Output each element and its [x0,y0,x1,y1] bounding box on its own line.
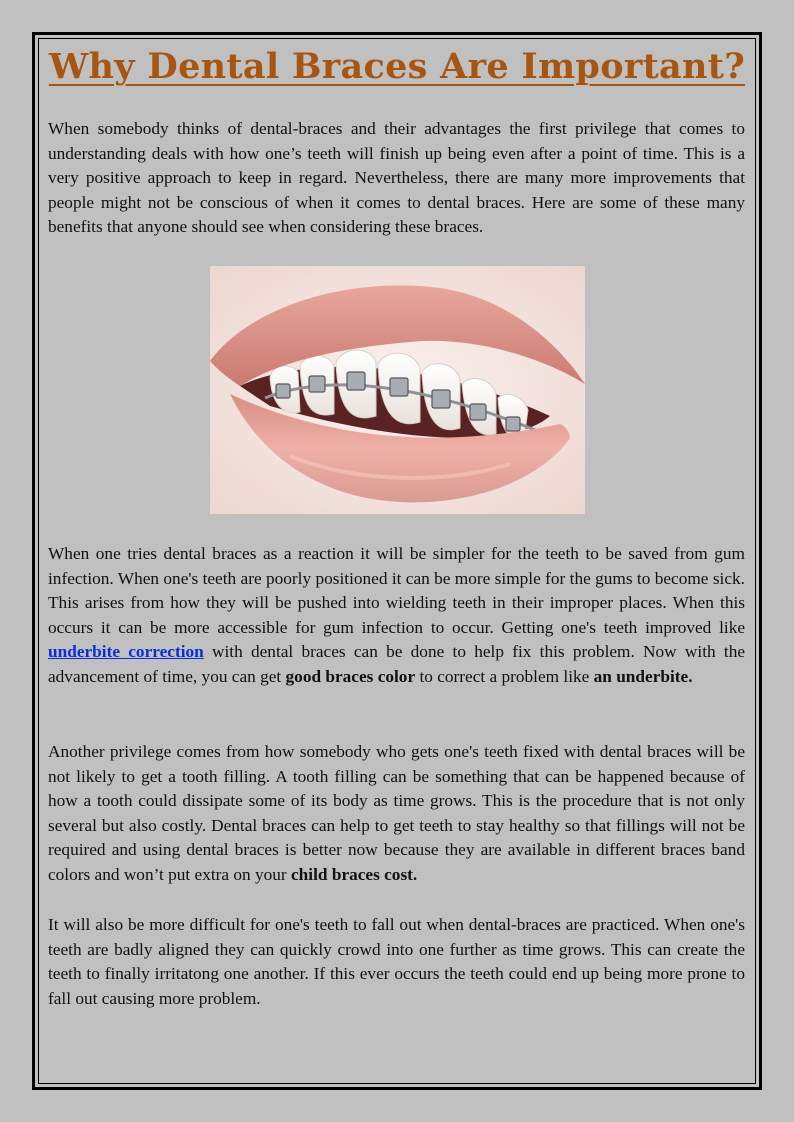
underbite-correction-link[interactable]: underbite correction [48,642,204,662]
paragraph-gum-infection [48,542,745,690]
paragraph-text: with dental braces can be done to help fix this problem. Now with the advancement of time, you can get [48,642,746,686]
paragraph-intro: When somebody thinks of dental-braces and their advantages the first privilege that comes to understanding deals with how one’s teeth will finish up being even after a point of time. This is a very positive approach to keep in regard. Nevertheless, there are many more improvements that people might not be conscious of when it comes to dental braces. Here are some of these many benefits that anyone should see when considering these braces. [48,119,745,237]
bold-phrase: child braces cost. [291,864,418,884]
paragraph-text: to correct a problem like [415,666,594,686]
bold-phrase: good braces color [285,666,416,686]
paragraph-teeth-fall-out: It will also be more difficult for one's teeth to fall out when dental-braces are practiced. When one's teeth are badly aligned they can quickly crowd into one further as time grows. This can create the teeth to finally irritatong one another. If this ever occurs the teeth could end up being more prone to fall out causing more problem. [48,915,745,1008]
paragraph-text: When one tries dental braces as a reaction it will be simpler for the teeth to be saved from gum infection. When one's teeth are poorly positioned it can be more simple for the gums to become sick. This arises from how they will be pushed into wielding teeth in their improper places. When this occurs it can be more accessible for gum infection to occur. Getting one's teeth improved like [48,544,745,637]
page-title: Why Dental Braces Are Important? [48,46,746,87]
braces-mouth-illustration [210,266,585,514]
bold-phrase: an underbite. [593,666,693,686]
paragraph-tooth-filling [48,740,745,888]
paragraph-text: Another privilege comes from how somebody who gets one's teeth fixed with dental braces will be not likely to get a tooth filling. A tooth filling can be something that can be happened because of how a tooth could dissipate some of its body as time grows. This is the procedure that is not only several but also costly. Dental braces can help to get teeth to stay healthy so that fillings will not be required and using dental braces is better now because they are available in different braces band colors and won’t put extra on your [48,742,745,884]
braces-photo [210,266,585,514]
